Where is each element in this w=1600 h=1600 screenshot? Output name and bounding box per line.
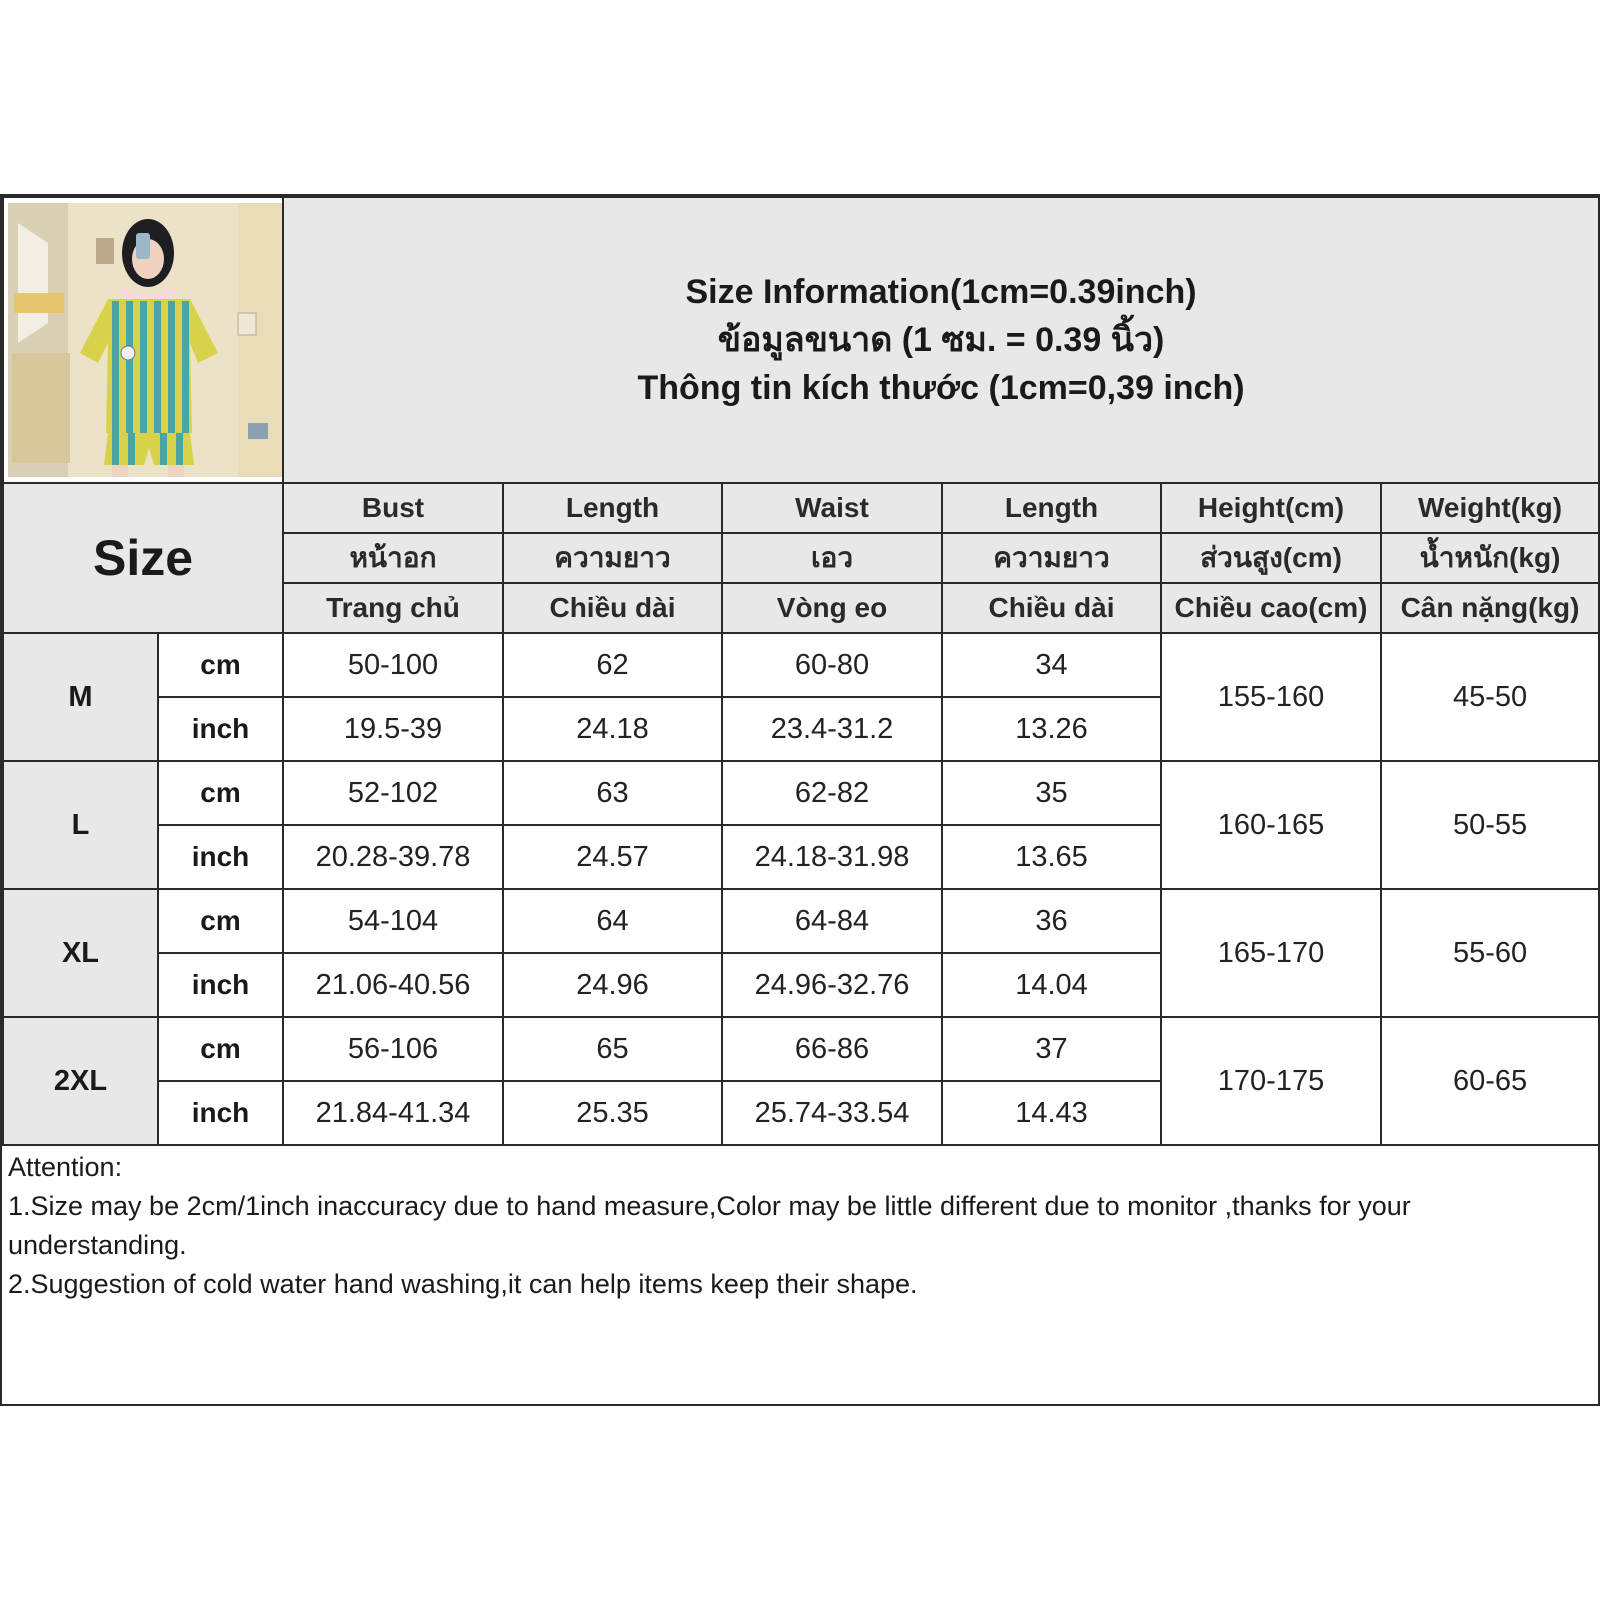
title-english: Size Information(1cm=0.39inch) bbox=[685, 273, 1197, 311]
unit-inch: inch bbox=[158, 1081, 283, 1145]
header-length-vi: Chiều dài bbox=[503, 583, 722, 633]
header-height-vi: Chiều cao(cm) bbox=[1161, 583, 1381, 633]
l-waist-cm: 62-82 bbox=[722, 761, 942, 825]
note-item-2: 2.Suggestion of cold water hand washing,it can help items keep their shape. bbox=[8, 1269, 918, 1299]
unit-cm: cm bbox=[158, 633, 283, 697]
xl-length2-cm: 36 bbox=[942, 889, 1161, 953]
xl-length2-inch: 14.04 bbox=[942, 953, 1161, 1017]
header-waist-vi: Vòng eo bbox=[722, 583, 942, 633]
unit-inch: inch bbox=[158, 825, 283, 889]
header-height-th: ส่วนสูง(cm) bbox=[1161, 533, 1381, 583]
size-table bbox=[2, 196, 1600, 1146]
l-bust-inch: 20.28-39.78 bbox=[283, 825, 503, 889]
l-height: 160-165 bbox=[1161, 761, 1381, 889]
attention-notes bbox=[8, 1148, 1588, 1304]
2xl-bust-cm: 56-106 bbox=[283, 1017, 503, 1081]
xl-weight: 55-60 bbox=[1381, 889, 1599, 1017]
2xl-length-cm: 65 bbox=[503, 1017, 722, 1081]
size-label-2xl: 2XL bbox=[3, 1017, 158, 1145]
2xl-weight: 60-65 bbox=[1381, 1017, 1599, 1145]
size-chart-sheet bbox=[0, 194, 1600, 1406]
m-length2-cm: 34 bbox=[942, 633, 1161, 697]
unit-inch: inch bbox=[158, 697, 283, 761]
l-waist-inch: 24.18-31.98 bbox=[722, 825, 942, 889]
m-length-inch: 24.18 bbox=[503, 697, 722, 761]
xl-height: 165-170 bbox=[1161, 889, 1381, 1017]
model-photo-illustration bbox=[8, 203, 282, 477]
xl-waist-inch: 24.96-32.76 bbox=[722, 953, 942, 1017]
size-label-xl: XL bbox=[3, 889, 158, 1017]
l-length-cm: 63 bbox=[503, 761, 722, 825]
unit-cm: cm bbox=[158, 1017, 283, 1081]
m-waist-inch: 23.4-31.2 bbox=[722, 697, 942, 761]
2xl-length2-inch: 14.43 bbox=[942, 1081, 1161, 1145]
m-height: 155-160 bbox=[1161, 633, 1381, 761]
header-weight-en: Weight(kg) bbox=[1381, 483, 1599, 533]
notes-heading: Attention: bbox=[8, 1152, 123, 1182]
header-bust-th: หน้าอก bbox=[283, 533, 503, 583]
title-block bbox=[283, 197, 1599, 483]
title-thai: ข้อมูลขนาด (1 ซม. = 0.39 นิ้ว) bbox=[717, 321, 1165, 359]
2xl-height: 170-175 bbox=[1161, 1017, 1381, 1145]
l-length-inch: 24.57 bbox=[503, 825, 722, 889]
title-vietnamese: Thông tin kích thước (1cm=0,39 inch) bbox=[637, 369, 1245, 407]
m-bust-cm: 50-100 bbox=[283, 633, 503, 697]
2xl-waist-cm: 66-86 bbox=[722, 1017, 942, 1081]
header-length-th: ความยาว bbox=[503, 533, 722, 583]
xl-waist-cm: 64-84 bbox=[722, 889, 942, 953]
header-length2-th: ความยาว bbox=[942, 533, 1161, 583]
product-photo-cell bbox=[3, 197, 283, 483]
header-waist-en: Waist bbox=[722, 483, 942, 533]
l-length2-inch: 13.65 bbox=[942, 825, 1161, 889]
l-length2-cm: 35 bbox=[942, 761, 1161, 825]
header-bust-vi: Trang chủ bbox=[283, 583, 503, 633]
xl-bust-inch: 21.06-40.56 bbox=[283, 953, 503, 1017]
l-bust-cm: 52-102 bbox=[283, 761, 503, 825]
xl-length-inch: 24.96 bbox=[503, 953, 722, 1017]
m-length2-inch: 13.26 bbox=[942, 697, 1161, 761]
2xl-length2-cm: 37 bbox=[942, 1017, 1161, 1081]
header-weight-vi: Cân nặng(kg) bbox=[1381, 583, 1599, 633]
header-weight-th: น้ำหนัก(kg) bbox=[1381, 533, 1599, 583]
m-bust-inch: 19.5-39 bbox=[283, 697, 503, 761]
note-item-1: 1.Size may be 2cm/1inch inaccuracy due to hand measure,Color may be little different due to monitor ,thanks for your understanding. bbox=[8, 1191, 1411, 1260]
unit-cm: cm bbox=[158, 889, 283, 953]
m-weight: 45-50 bbox=[1381, 633, 1599, 761]
header-bust-en: Bust bbox=[283, 483, 503, 533]
header-length-en: Length bbox=[503, 483, 722, 533]
unit-cm: cm bbox=[158, 761, 283, 825]
header-height-en: Height(cm) bbox=[1161, 483, 1381, 533]
2xl-waist-inch: 25.74-33.54 bbox=[722, 1081, 942, 1145]
header-length2-en: Length bbox=[942, 483, 1161, 533]
l-weight: 50-55 bbox=[1381, 761, 1599, 889]
product-photo bbox=[8, 203, 282, 477]
m-waist-cm: 60-80 bbox=[722, 633, 942, 697]
size-label-l: L bbox=[3, 761, 158, 889]
header-waist-th: เอว bbox=[722, 533, 942, 583]
xl-bust-cm: 54-104 bbox=[283, 889, 503, 953]
size-label-m: M bbox=[3, 633, 158, 761]
m-length-cm: 62 bbox=[503, 633, 722, 697]
header-length2-vi: Chiều dài bbox=[942, 583, 1161, 633]
2xl-length-inch: 25.35 bbox=[503, 1081, 722, 1145]
size-column-header: Size bbox=[3, 483, 283, 633]
xl-length-cm: 64 bbox=[503, 889, 722, 953]
2xl-bust-inch: 21.84-41.34 bbox=[283, 1081, 503, 1145]
unit-inch: inch bbox=[158, 953, 283, 1017]
